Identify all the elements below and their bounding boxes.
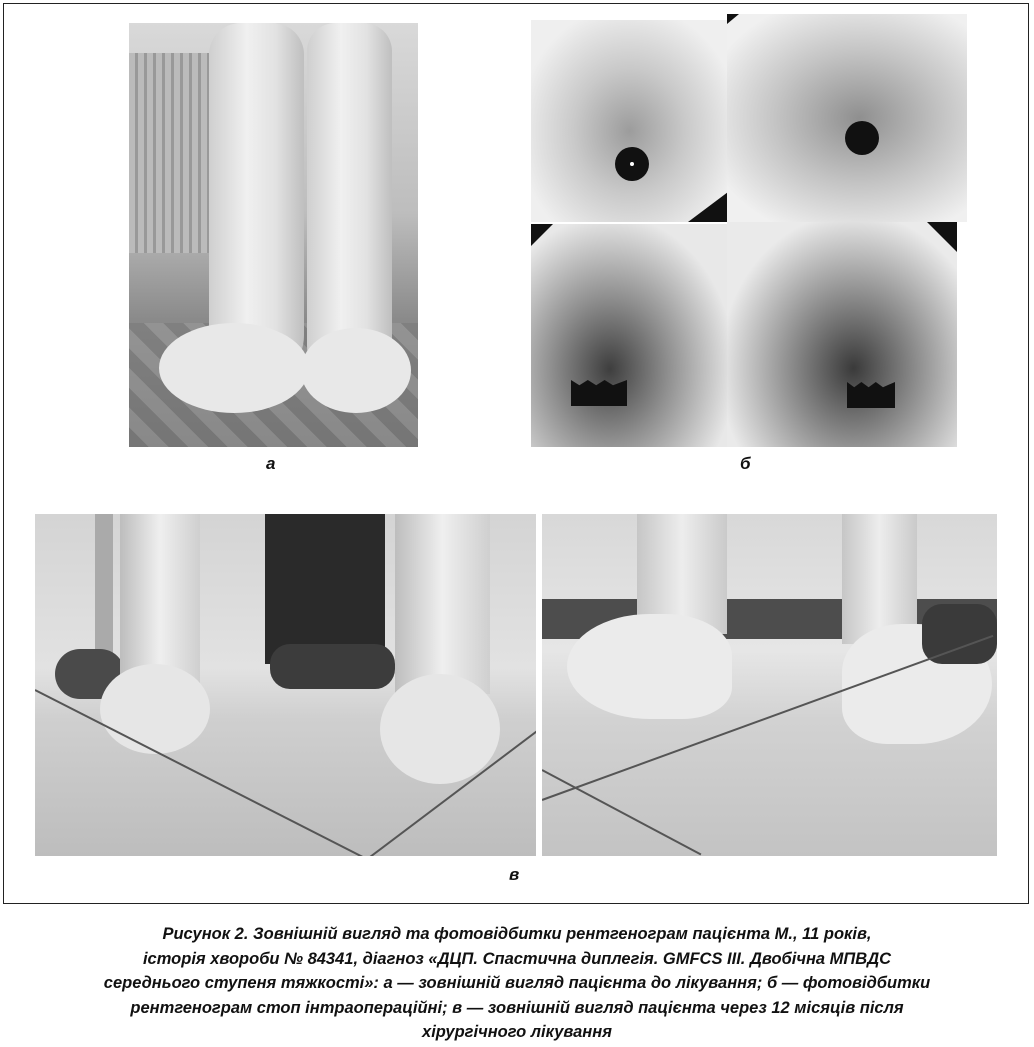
right-leg xyxy=(395,514,490,694)
shoe-cover-right xyxy=(922,604,997,664)
photo-after-treatment-front xyxy=(542,514,997,856)
calibration-marker xyxy=(845,121,879,155)
implant-shape xyxy=(571,380,627,406)
left-leg xyxy=(120,514,200,684)
tile-seam xyxy=(542,769,701,855)
xray-corner xyxy=(531,224,553,246)
left-foot xyxy=(567,614,732,719)
shoe-covers xyxy=(270,644,395,689)
panel-label-b: б xyxy=(740,454,751,473)
right-heel xyxy=(301,328,411,413)
xray-lateral-left xyxy=(531,20,728,222)
chair-leg xyxy=(95,514,113,654)
caption-line: Рисунок 2. Зовнішній вигляд та фотовідбитки рентгенограм пацієнта М., 11 років, xyxy=(162,925,872,943)
xray-corner xyxy=(927,222,957,252)
panel-label-v: в xyxy=(509,865,520,884)
left-heel xyxy=(159,323,309,413)
xray-corner xyxy=(727,14,739,24)
radiator-shape xyxy=(129,53,209,253)
implant-shape xyxy=(847,382,895,408)
xray-axial-left xyxy=(531,224,728,447)
photo-after-treatment-back xyxy=(35,514,536,856)
panel-label-a: а xyxy=(266,454,276,473)
right-heel xyxy=(380,674,500,784)
xray-corner xyxy=(688,192,728,222)
caption-line: середнього ступеня тяжкості»: а — зовнішній вигляд пацієнта до лікування; б — фотовідбитки xyxy=(103,974,931,992)
calibration-marker xyxy=(615,147,649,181)
xray-lateral-right xyxy=(727,14,967,222)
trouser-legs xyxy=(265,514,385,664)
xray-axial-right xyxy=(727,222,957,447)
left-heel xyxy=(100,664,210,754)
figure-caption xyxy=(20,922,1014,1045)
photo-before-treatment xyxy=(129,23,418,447)
caption-line: історія хвороби № 84341, діагноз «ДЦП. Спастична диплегія. GMFCS III. Двобічна МПВДС xyxy=(142,949,892,968)
caption-line: хірургічного лікування xyxy=(422,1023,612,1041)
caption-line: рентгенограм стоп інтраопераційні; в — зовнішній вигляд пацієнта через 12 місяців після xyxy=(130,998,904,1017)
